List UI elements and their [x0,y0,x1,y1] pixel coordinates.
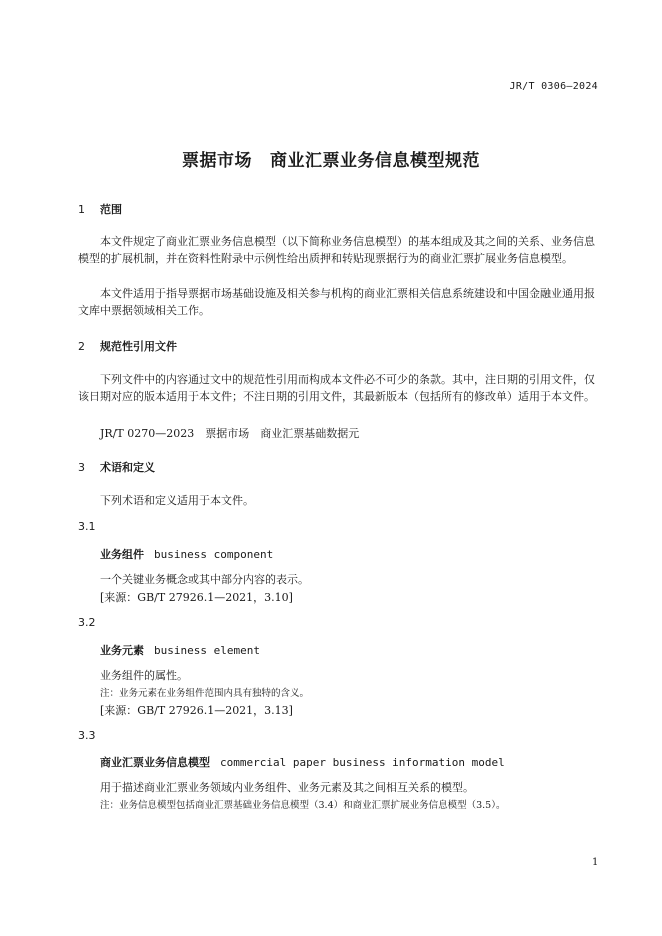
normative-reference: JR/T 0270—2023 票据市场 商业汇票基础数据元 [100,427,360,440]
term-3-2-zh: 业务元素 [100,644,144,657]
term-3-3-zh: 商业汇票业务信息模型 [100,756,210,769]
term-3-2-en: business element [154,644,260,657]
term-3-1-en: business component [154,548,274,561]
term-3-2-name [100,642,260,658]
section-1-title: 范围 [100,203,122,216]
term-3-3-number: 3.3 [78,729,96,742]
section-1-paragraph-1: 本文件规定了商业汇票业务信息模型（以下简称业务信息模型）的基本组成及其之间的关系、业务信息模型的扩展机制，并在资料性附录中示例性给出质押和转贴现票据行为的商业汇票扩展业务信息模型。 [78,235,595,265]
section-3-intro: 下列术语和定义适用于本文件。 [100,494,254,507]
term-3-2-source: [来源：GB/T 27926.1—2021，3.13] [100,704,293,717]
term-3-2-number: 3.2 [78,616,96,629]
term-3-1-source: [来源：GB/T 27926.1—2021，3.10] [100,591,293,604]
section-1-heading [78,201,122,217]
section-1-paragraph-2: 本文件适用于指导票据市场基础设施及相关参与机构的商业汇票相关信息系统建设和中国金融业通用报文库中票据领域相关工作。 [78,287,595,317]
section-2-title: 规范性引用文件 [100,340,177,353]
page-title [0,146,662,171]
term-3-3-definition: 用于描述商业汇票业务领域内业务组件、业务元素及其之间相互关系的模型。 [100,781,474,794]
section-3-heading [78,459,155,475]
page-number: 1 [592,857,599,868]
term-3-1-number: 3.1 [78,520,96,533]
term-3-3-note: 注：业务信息模型包括商业汇票基础业务信息模型（3.4）和商业汇票扩展业务信息模型（3.5）。 [100,800,506,811]
term-3-2-definition: 业务组件的属性。 [100,669,188,682]
section-3-number: 3 [78,461,85,474]
term-3-1-name [100,546,273,562]
title-part-1: 票据市场 [182,151,252,171]
term-3-3-en: commercial paper business information model [220,756,505,769]
term-3-3-name [100,754,505,770]
document-id: JR/T 0306—2024 [509,81,598,92]
section-2-heading [78,338,177,354]
term-3-1-definition: 一个关键业务概念或其中部分内容的表示。 [100,573,309,586]
term-3-2-note: 注：业务元素在业务组件范围内具有独特的含义。 [100,688,310,699]
section-1-number: 1 [78,203,85,216]
section-2-paragraph-1: 下列文件中的内容通过文中的规范性引用而构成本文件必不可少的条款。其中，注日期的引用文件，仅该日期对应的版本适用于本文件；不注日期的引用文件，其最新版本（包括所有的修改单）适用于本文件。 [78,373,595,403]
section-3-title: 术语和定义 [100,461,155,474]
section-2-number: 2 [78,340,85,353]
term-3-1-zh: 业务组件 [100,548,144,561]
title-part-2: 商业汇票业务信息模型规范 [270,151,480,171]
